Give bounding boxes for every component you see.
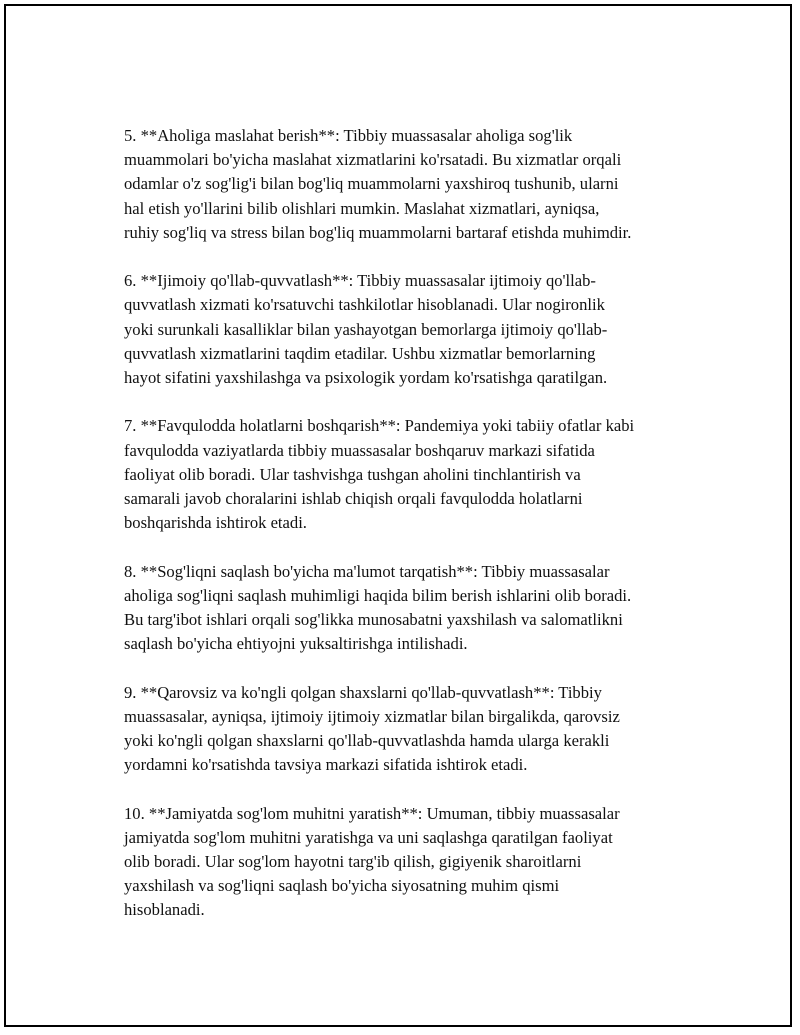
text-line: yoki surunkali kasalliklar bilan yashayotgan bemorlarga ijtimoiy qo'llab-	[124, 319, 608, 339]
text-line: 9. **Qarovsiz va ko'ngli qolgan shaxslarni qo'llab-quvvatlash**: Tibbiy	[124, 682, 602, 702]
text-line: quvvatlash xizmati ko'rsatuvchi tashkilotlar hisoblanadi. Ular nogironlik	[124, 295, 605, 315]
text-line: boshqarishda ishtirok etadi.	[124, 513, 307, 533]
document-body	[124, 124, 704, 923]
paragraph-5	[124, 124, 704, 245]
text-line: quvvatlash xizmatlarini taqdim etadilar. Ushbu xizmatlar bemorlarning	[124, 343, 596, 363]
paragraph-9	[124, 681, 704, 778]
text-line: olib boradi. Ular sog'lom hayotni targ'ib qilish, gigiyenik sharoitlarni	[124, 852, 582, 872]
text-line: muassasalar, ayniqsa, ijtimoiy ijtimoiy xizmatlar bilan birgalikda, qarovsiz	[124, 706, 620, 726]
text-line: 6. **Ijimoiy qo'llab-quvvatlash**: Tibbiy muassasalar ijtimoiy qo'llab-	[124, 271, 596, 291]
text-line: Bu targ'ibot ishlari orqali sog'likka munosabatni yaxshilash va salomatlikni	[124, 610, 623, 630]
text-line: faoliyat olib boradi. Ular tashvishga tushgan aholini tinchlantirish va	[124, 464, 581, 484]
paragraph-6	[124, 269, 704, 390]
paragraph-8	[124, 560, 704, 657]
text-line: 5. **Aholiga maslahat berish**: Tibbiy muassasalar aholiga sog'lik	[124, 126, 573, 145]
text-line: yordamni ko'rsatishda tavsiya markazi sifatida ishtirok etadi.	[124, 755, 528, 775]
text-line: saqlash bo'yicha ehtiyojni yuksaltirishga intilishadi.	[124, 634, 468, 654]
text-line: aholiga sog'liqni saqlash muhimligi haqida bilim berish ishlarini olib boradi.	[124, 585, 632, 605]
text-line: hayot sifatini yaxshilashga va psixologik yordam ko'rsatishga qaratilgan.	[124, 368, 608, 388]
text-line: hal etish yo'llarini bilib olishlari mumkin. Maslahat xizmatlari, ayniqsa,	[124, 198, 600, 218]
text-line: jamiyatda sog'lom muhitni yaratishga va uni saqlashga qaratilgan faoliyat	[124, 827, 613, 847]
paragraph-10	[124, 802, 704, 923]
paragraph-7	[124, 414, 704, 535]
text-line: 7. **Favqulodda holatlarni boshqarish**: Pandemiya yoki tabiiy ofatlar kabi	[124, 416, 635, 436]
text-line: hisoblanadi.	[124, 900, 205, 920]
text-line: muammolari bo'yicha maslahat xizmatlarini ko'rsatadi. Bu xizmatlar orqali	[124, 150, 622, 170]
text-line: yoki ko'ngli qolgan shaxslarni qo'llab-quvvatlashda hamda ularga kerakli	[124, 731, 610, 751]
text-line: samarali javob choralarini ishlab chiqish orqali favqulodda holatlarni	[124, 489, 583, 509]
text-line: favqulodda vaziyatlarda tibbiy muassasalar boshqaruv markazi sifatida	[124, 440, 595, 460]
text-line: 10. **Jamiyatda sog'lom muhitni yaratish**: Umuman, tibbiy muassasalar	[124, 803, 620, 823]
text-line: odamlar o'z sog'lig'i bilan bog'liq muammolarni yaxshiroq tushunib, ularni	[124, 174, 619, 194]
text-line: 8. **Sog'liqni saqlash bo'yicha ma'lumot tarqatish**: Tibbiy muassasalar	[124, 561, 610, 581]
text-line: ruhiy sog'liq va stress bilan bog'liq muammolarni bartaraf etishda muhimdir.	[124, 222, 632, 242]
text-line: yaxshilash va sog'liqni saqlash bo'yicha siyosatning muhim qismi	[124, 876, 560, 896]
page-frame	[4, 4, 792, 1027]
